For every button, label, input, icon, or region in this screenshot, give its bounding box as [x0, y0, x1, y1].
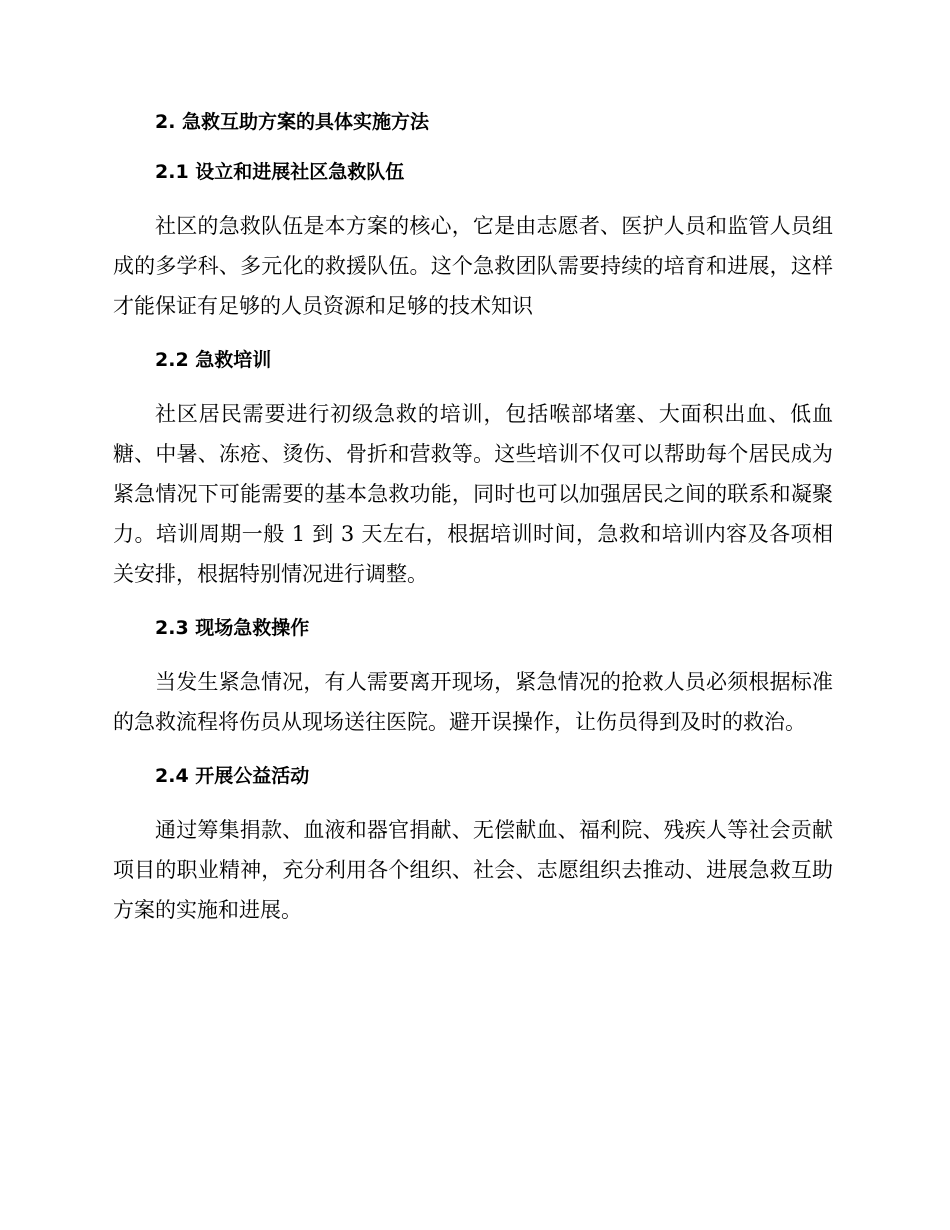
section-heading-2-3: 2.3 现场急救操作 [155, 617, 310, 639]
section-heading-2-1: 2.1 设立和进展社区急救队伍 [155, 161, 405, 183]
section-heading-2-4: 2.4 开展公益活动 [155, 765, 310, 787]
document-page [113, 108, 833, 950]
section-body-2-2: 社区居民需要进行初级急救的培训，包括喉部堵塞、大面积出血、低血糖、中暑、冻疮、烫伤、骨折和营救等。这些培训不仅可以帮助每个居民成为紧急情况下可能需要的基本急救功能，同时也可以加强居民之间的联系和凝聚力。培训周期一般 1 到 3 天左右，根据培训时间，急救和培训内容及各项相关安排，根据特别情况进行调整。 [113, 402, 833, 586]
section-body-2-3: 当发生紧急情况，有人需要离开现场，紧急情况的抢救人员必须根据标准的急救流程将伤员从现场送往医院。避开误操作，让伤员得到及时的救治。 [113, 670, 833, 734]
section-body-2-4: 通过筹集捐款、血液和器官捐献、无偿献血、福利院、残疾人等社会贡献项目的职业精神，充分利用各个组织、社会、志愿组织去推动、进展急救互助方案的实施和进展。 [113, 818, 833, 922]
section-body-2-1: 社区的急救队伍是本方案的核心，它是由志愿者、医护人员和监管人员组成的多学科、多元化的救援队伍。这个急救团队需要持续的培育和进展，这样才能保证有足够的人员资源和足够的技术知识 [113, 214, 833, 318]
section-heading-2-2: 2.2 急救培训 [155, 349, 272, 371]
main-heading: 2. 急救互助方案的具体实施方法 [155, 111, 430, 133]
